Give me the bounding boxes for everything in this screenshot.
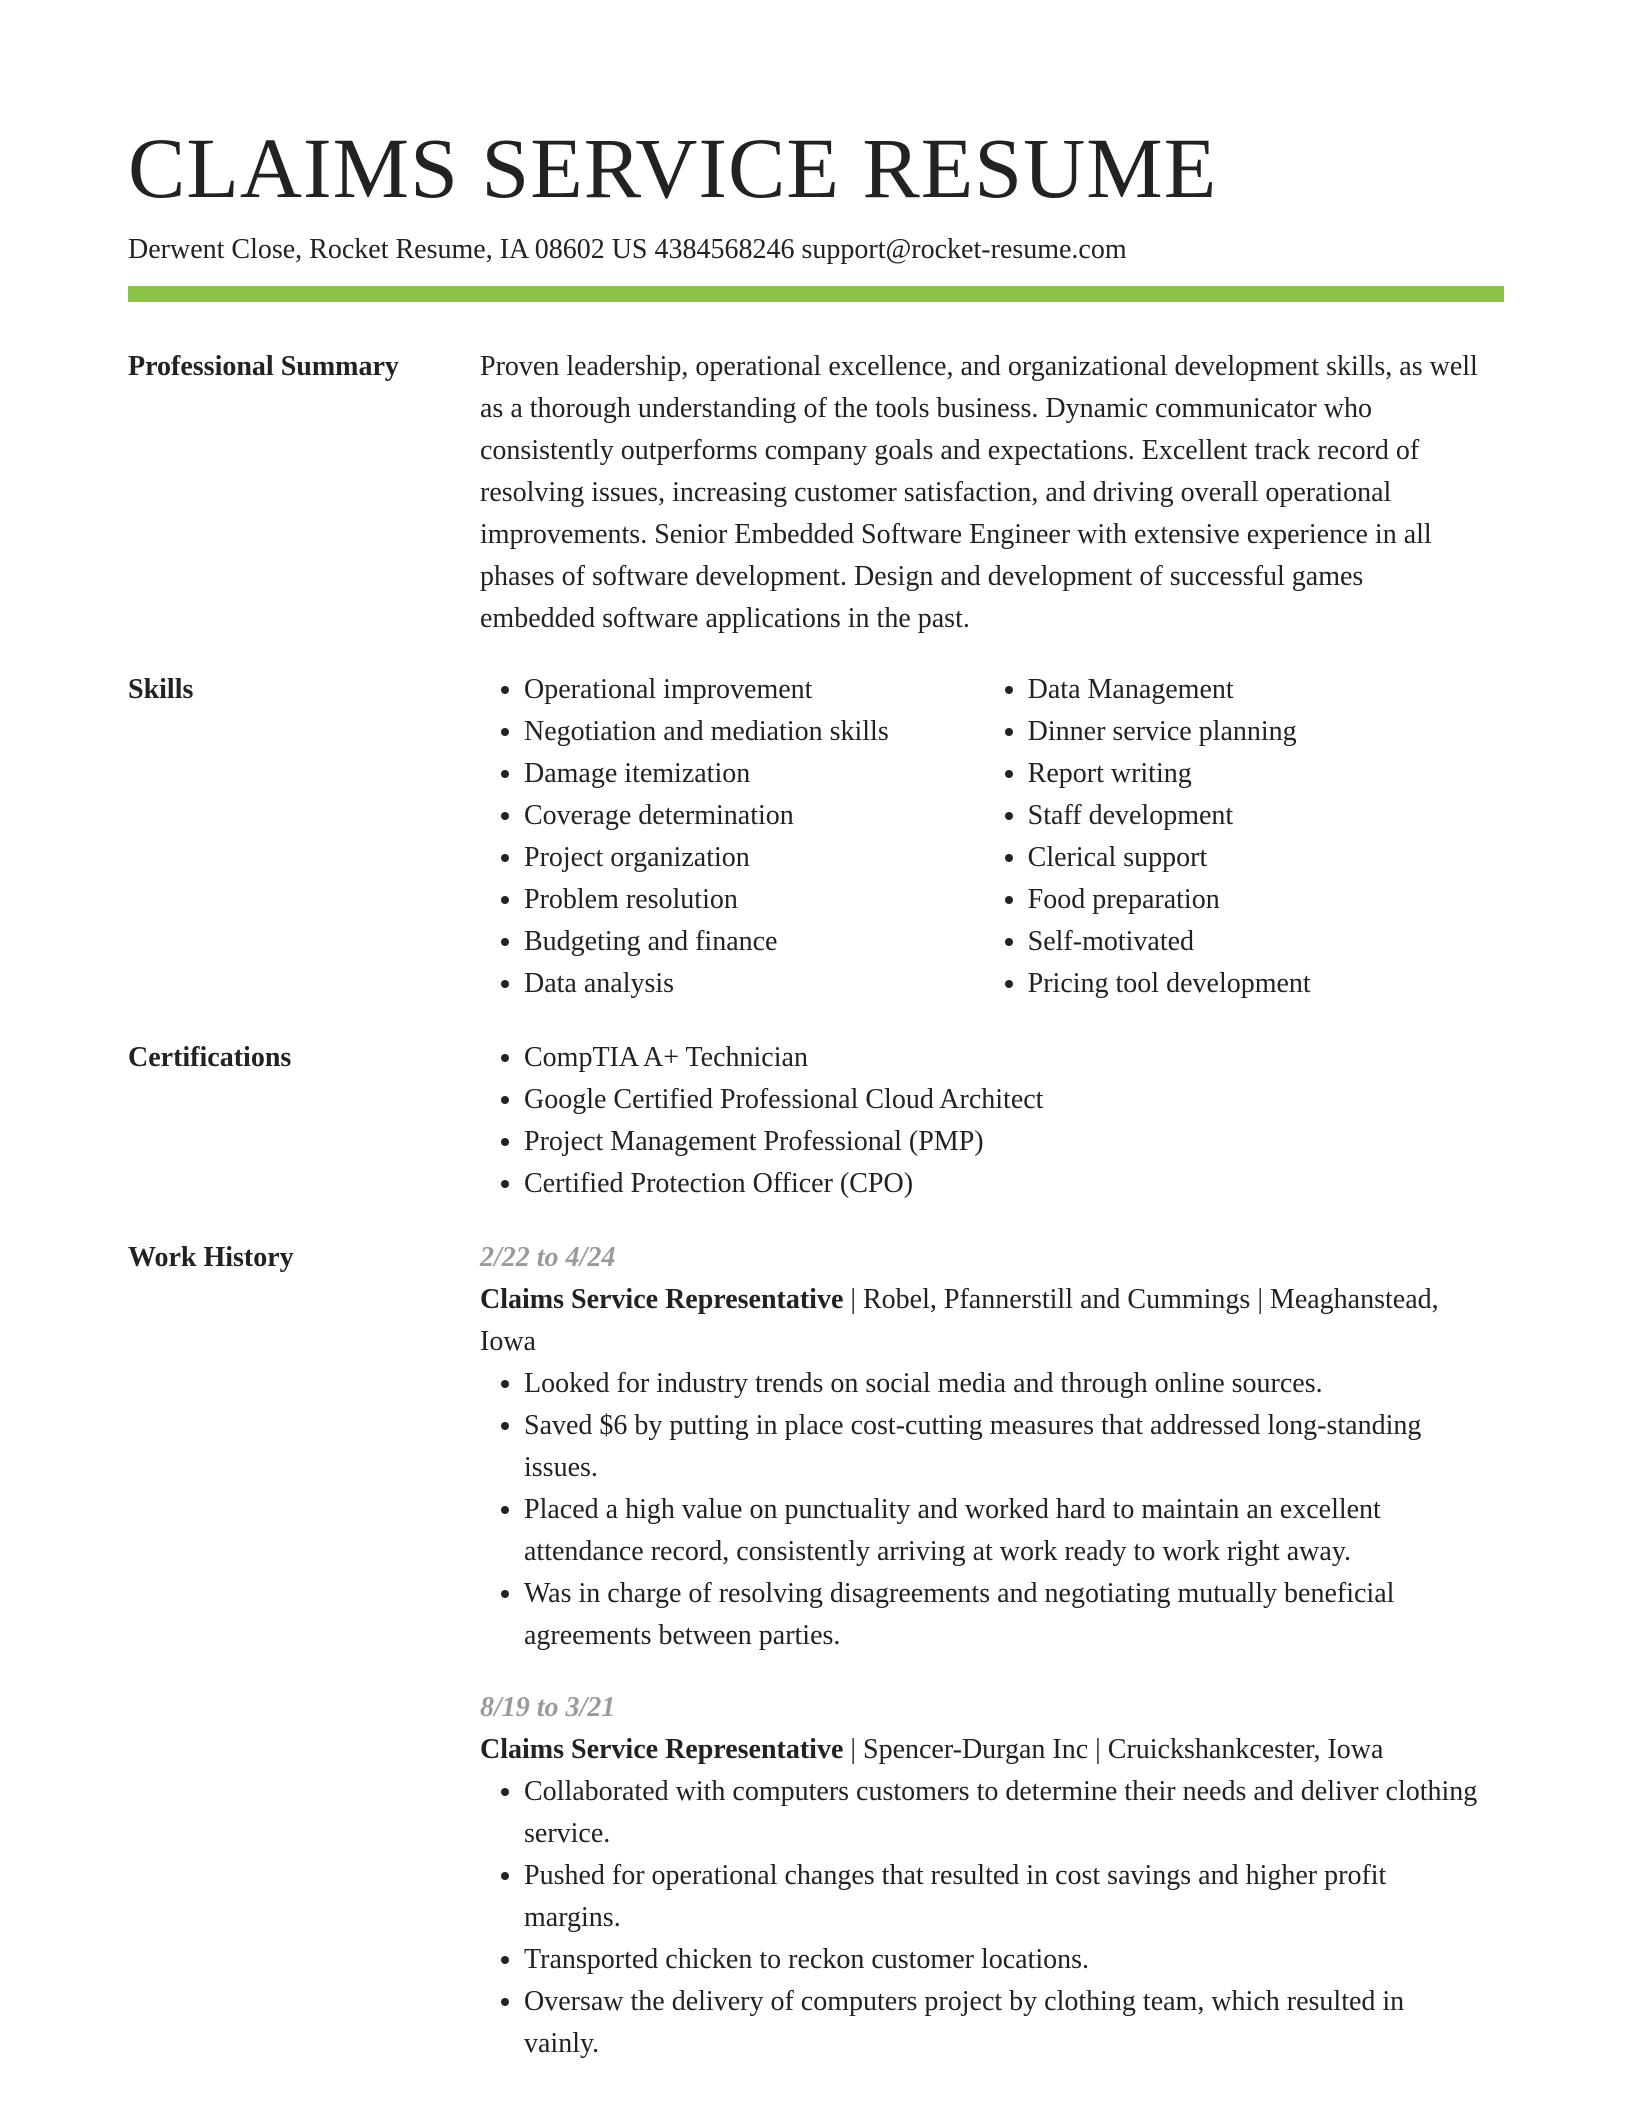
accent-divider [128,286,1504,302]
certification-item: • Project Management Professional (PMP) [524,1121,1480,1163]
job-duty: • Looked for industry trends on social media and through online sources. [524,1363,1480,1405]
skill-item: • Problem resolution [524,879,984,921]
skill-item: • Operational improvement [524,669,984,711]
job-duty: • Was in charge of resolving disagreements and negotiating mutually beneficial agreements between parties. [524,1573,1480,1657]
skill-item: • Pricing tool development [1028,963,1480,1005]
skills-label: Skills [128,674,194,705]
job-dates: 8/19 to 3/21 [480,1692,616,1723]
job-duty: • Transported chicken to reckon customer locations. [524,1939,1480,1981]
skill-item: • Budgeting and finance [524,921,984,963]
contact-email: support@rocket-resume.com [801,234,1127,265]
job-duty: • Pushed for operational changes that resulted in cost savings and higher profit margins. [524,1855,1480,1939]
job-location: Cruickshankcester, Iowa [1107,1734,1384,1765]
job-title-line: Claims Service Representative | Robel, Pfannerstill and Cummings | Meaghanstead, Iowa [480,1284,1439,1357]
certification-item: • Google Certified Professional Cloud Architect [524,1079,1480,1121]
job-role: Claims Service Representative [480,1734,844,1765]
certification-item: • CompTIA A+ Technician [524,1037,1480,1079]
skills-body [480,669,1480,1005]
job-role: Claims Service Representative [480,1284,844,1315]
summary-text: Proven leadership, operational excellence, and organizational development skills, as well as a thorough understanding of the tools business. Dynamic communicator who consistently outperforms company goals and expectations. Excellent track record of resolving issues, increasing customer satisfaction, and driving overall operational improvements. Senior Embedded Software Engineer with extensive experience in all phases of software development. Design and development of successful games embedded software applications in the past. [480,351,1478,634]
job-company: Robel, Pfannerstill and Cummings [863,1284,1251,1315]
skill-item: • Coverage determination [524,795,984,837]
skill-item: • Staff development [1028,795,1480,837]
job-duties-list [480,1363,1480,1657]
skill-item: • Report writing [1028,753,1480,795]
job-entry [480,1687,1480,2065]
contact-line [128,232,1127,268]
summary-body [480,346,1480,640]
job-duty: • Oversaw the delivery of computers project by clothing team, which resulted in vainly. [524,1981,1480,2065]
certifications-label: Certifications [128,1042,292,1073]
job-duty: • Collaborated with computers customers to determine their needs and deliver clothing service. [524,1771,1480,1855]
resume-title: CLAIMS SERVICE RESUME [128,120,1218,216]
work-history-label: Work History [128,1242,294,1273]
skill-item: • Project organization [524,837,984,879]
job-location: Meaghanstead, Iowa [480,1284,1439,1357]
job-duty: • Placed a high value on punctuality and worked hard to maintain an excellent attendance record, consistently arriving at work ready to work right away. [524,1489,1480,1573]
job-company: Spencer-Durgan Inc [863,1734,1089,1765]
job-duties-list [480,1771,1480,2065]
contact-phone: 4384568246 [654,234,795,265]
skill-item: • Negotiation and mediation skills [524,711,984,753]
skills-list-right [984,669,1480,1005]
certifications-body [480,1037,1480,1205]
skill-item: • Self-motivated [1028,921,1480,963]
contact-address: Derwent Close, Rocket Resume, IA 08602 US [128,234,648,265]
summary-label: Professional Summary [128,351,399,382]
skill-item: • Dinner service planning [1028,711,1480,753]
skill-item: • Data analysis [524,963,984,1005]
skill-item: • Damage itemization [524,753,984,795]
skills-list-left [480,669,984,1005]
job-title-line: Claims Service Representative | Spencer-Durgan Inc | Cruickshankcester, Iowa [480,1734,1384,1765]
certifications-list [480,1037,1480,1205]
skill-item: • Clerical support [1028,837,1480,879]
skill-item: • Food preparation [1028,879,1480,921]
job-duty: • Saved $6 by putting in place cost-cutting measures that addressed long-standing issues. [524,1405,1480,1489]
certification-item: • Certified Protection Officer (CPO) [524,1163,1480,1205]
job-entry [480,1237,1480,1657]
job-dates: 2/22 to 4/24 [480,1242,616,1273]
work-history-body [480,1237,1480,2065]
skill-item: • Data Management [1028,669,1480,711]
